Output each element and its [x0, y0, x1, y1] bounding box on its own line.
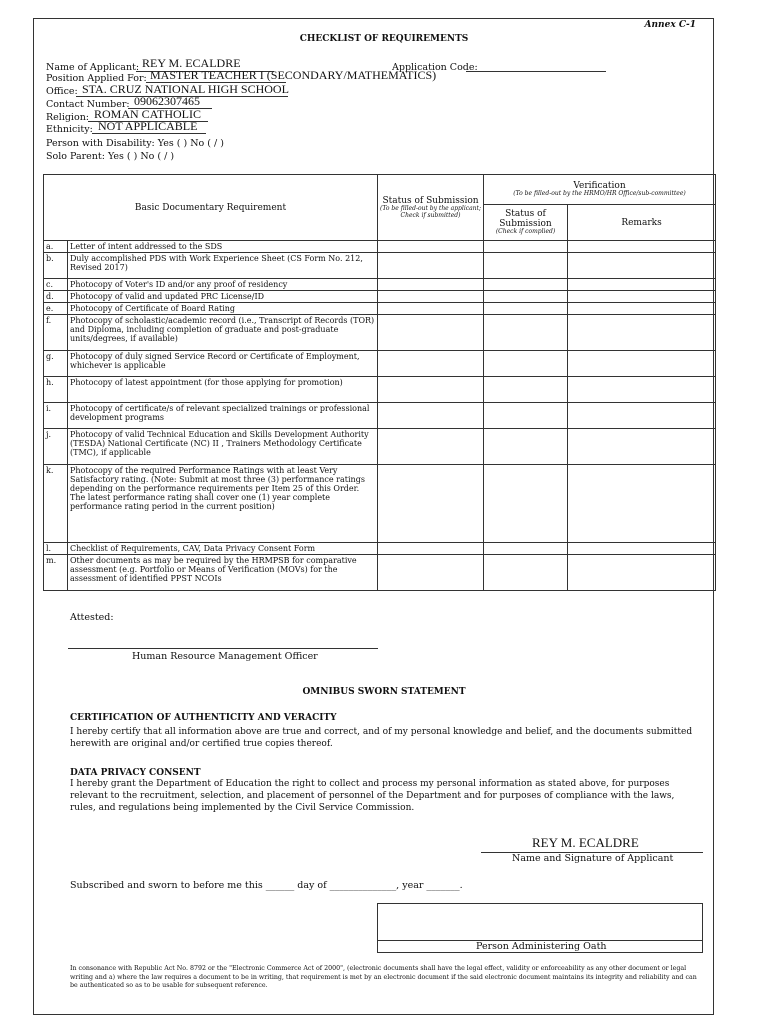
sworn-statement: Subscribed and sworn to before me this ______ day of ______________, year _______.: [70, 880, 463, 891]
attested-label: Attested:: [70, 612, 114, 623]
header-verification-label: Verification: [573, 181, 626, 192]
row-status-cell[interactable]: [378, 555, 484, 591]
row-remarks-cell[interactable]: [568, 403, 716, 429]
row-text: Duly accomplished PDS with Work Experience Sheet (CS Form No. 212, Revised 2017): [68, 253, 378, 279]
row-ver-status-cell[interactable]: [484, 279, 568, 291]
header-verification: [484, 175, 716, 205]
row-remarks-cell[interactable]: [568, 303, 716, 315]
row-text: Photocopy of valid and updated PRC License/ID: [68, 291, 378, 303]
religion-value: ROMAN CATHOLIC: [94, 107, 202, 121]
row-remarks-cell[interactable]: [568, 241, 716, 253]
row-remarks-cell[interactable]: [568, 429, 716, 465]
header-verification-note: (To be filled-out by the HRMO/HR Office/sub-committee): [513, 190, 686, 198]
row-ver-status-cell[interactable]: [484, 253, 568, 279]
row-status-cell[interactable]: [378, 303, 484, 315]
row-ver-status-cell[interactable]: [484, 315, 568, 351]
row-letter: m.: [44, 555, 68, 591]
omnibus-title: OMNIBUS SWORN STATEMENT: [302, 687, 466, 697]
row-status-cell[interactable]: [378, 279, 484, 291]
solo-parent-line: Solo Parent: Yes ( ) No ( / ): [46, 151, 175, 162]
row-letter: a.: [44, 241, 68, 253]
row-letter: k.: [44, 465, 68, 543]
row-letter: l.: [44, 543, 68, 555]
table-row: [44, 253, 716, 279]
row-remarks-cell[interactable]: [568, 377, 716, 403]
oath-label: Person Administering Oath: [476, 941, 607, 952]
row-letter: b.: [44, 253, 68, 279]
table-row: [44, 303, 716, 315]
row-remarks-cell[interactable]: [568, 253, 716, 279]
row-status-cell[interactable]: [378, 351, 484, 377]
row-status-cell[interactable]: [378, 403, 484, 429]
contact-value: 09062307465: [134, 94, 200, 108]
row-text: Other documents as may be required by the HRMPSB for comparative assessment (e.g. Portfolio or Means of Verification (MOVs) for the assessment of identified PPST NCOIs: [68, 555, 378, 591]
header-requirement: Basic Documentary Requirement: [44, 175, 378, 241]
row-letter: c.: [44, 279, 68, 291]
header-ver-status-note: (Check if complied): [495, 228, 556, 236]
row-ver-status-cell[interactable]: [484, 543, 568, 555]
header-status-label: Status of Submission: [382, 195, 479, 206]
row-text: Photocopy of Voter's ID and/or any proof of residency: [68, 279, 378, 291]
row-text: Photocopy of latest appointment (for those applying for promotion): [68, 377, 378, 403]
position-label: Position Applied For:: [46, 73, 147, 84]
row-remarks-cell[interactable]: [568, 543, 716, 555]
row-ver-status-cell[interactable]: [484, 555, 568, 591]
table-row: [44, 279, 716, 291]
table-row: [44, 543, 716, 555]
requirements-table: [43, 174, 716, 591]
row-status-cell[interactable]: [378, 429, 484, 465]
ethnicity-value: NOT APPLICABLE: [98, 119, 198, 133]
row-ver-status-cell[interactable]: [484, 429, 568, 465]
table-row: [44, 555, 716, 591]
certification-title: CERTIFICATION OF AUTHENTICITY AND VERACITY: [70, 713, 337, 723]
pwd-line: Person with Disability: Yes ( ) No ( / ): [46, 138, 224, 149]
row-text: Photocopy of scholastic/academic record (i.e., Transcript of Records (TOR) and Diploma, including completion of graduate and post-graduate units/degrees, if available): [68, 315, 378, 351]
row-text: Checklist of Requirements, CAV, Data Privacy Consent Form: [68, 543, 378, 555]
legal-footnote: In consonance with Republic Act No. 8792 or the "Electronic Commerce Act of 2000", (electronic documents shall have the legal effect, validity or enforceability as any other document or legal writing and a) where the law requires a document to be in writing, that requirement is met by an electronic document if the said electronic document maintains its integrity and reliability and can be authenticated so as to be usable for subsequent reference.: [70, 965, 697, 989]
row-text: Photocopy of valid Technical Education and Skills Development Authority (TESDA) National Certificate (NC) II , Trainers Methodology Certificate (TMC), if applicable: [68, 429, 378, 465]
table-row: [44, 377, 716, 403]
office-value: STA. CRUZ NATIONAL HIGH SCHOOL: [82, 82, 289, 96]
hrmo-label: Human Resource Management Officer: [132, 651, 318, 662]
row-status-cell[interactable]: [378, 315, 484, 351]
row-remarks-cell[interactable]: [568, 555, 716, 591]
row-status-cell[interactable]: [378, 253, 484, 279]
row-status-cell[interactable]: [378, 291, 484, 303]
row-text: Photocopy of the required Performance Ratings with at least Very Satisfactory rating. (Note: Submit at most three (3) performance ratings depending on the performance requirements per Item 25 of this Order. The latest performance rating shall cover one (1) year complete performance rating period in the current position): [68, 465, 378, 543]
header-remarks: Remarks: [568, 205, 716, 241]
row-ver-status-cell[interactable]: [484, 403, 568, 429]
row-status-cell[interactable]: [378, 377, 484, 403]
row-ver-status-cell[interactable]: [484, 377, 568, 403]
header-ver-status: [484, 205, 568, 241]
row-remarks-cell[interactable]: [568, 465, 716, 543]
privacy-text: I hereby grant the Department of Education the right to collect and process my personal information as stated above, for purposes relevant to the recruitment, selection, and placement of personnel of the Department and for purposes of compliance with the laws, rules, and regulations being implemented by the Civil Service Commission.: [70, 779, 675, 814]
table-row: [44, 291, 716, 303]
row-letter: g.: [44, 351, 68, 377]
code-label: Application Code:: [392, 62, 478, 73]
header-ver-status-label: Status of Submission: [499, 209, 552, 230]
table-row: [44, 241, 716, 253]
annex-label: Annex C-1: [644, 20, 696, 30]
table-row: [44, 403, 716, 429]
religion-label: Religion:: [46, 112, 90, 123]
table-row: [44, 315, 716, 351]
header-status-note: (To be filled-out by the applicant; Check if submitted): [380, 204, 481, 219]
ethnicity-label: Ethnicity:: [46, 124, 93, 135]
table-row: [44, 351, 716, 377]
row-text: Photocopy of certificate/s of relevant specialized trainings or professional development programs: [68, 403, 378, 429]
privacy-title: DATA PRIVACY CONSENT: [70, 768, 201, 778]
row-remarks-cell[interactable]: [568, 315, 716, 351]
row-ver-status-cell[interactable]: [484, 241, 568, 253]
row-ver-status-cell[interactable]: [484, 465, 568, 543]
hrmo-signature-line: [68, 648, 378, 649]
row-remarks-cell[interactable]: [568, 291, 716, 303]
certification-text: I hereby certify that all information above are true and correct, and of my personal knowledge and belief, and the documents submitted herewith are original and/or certified true copies thereof.: [70, 727, 693, 750]
row-remarks-cell[interactable]: [568, 279, 716, 291]
row-letter: f.: [44, 315, 68, 351]
row-ver-status-cell[interactable]: [484, 303, 568, 315]
row-letter: d.: [44, 291, 68, 303]
applicant-signature-label: Name and Signature of Applicant: [512, 853, 674, 864]
header-status: [378, 175, 484, 241]
row-text: Letter of intent addressed to the SDS: [68, 241, 378, 253]
row-status-cell[interactable]: [378, 241, 484, 253]
name-label: Name of Applicant:: [46, 62, 140, 73]
office-label: Office:: [46, 86, 78, 97]
contact-label: Contact Number:: [46, 99, 130, 110]
ethnicity-underline: [92, 133, 206, 134]
row-letter: i.: [44, 403, 68, 429]
row-letter: e.: [44, 303, 68, 315]
row-status-cell[interactable]: [378, 543, 484, 555]
applicant-signature-name: REY M. ECALDRE: [532, 835, 639, 850]
row-text: Photocopy of Certificate of Board Rating: [68, 303, 378, 315]
table-row: [44, 465, 716, 543]
page-title: CHECKLIST OF REQUIREMENTS: [299, 34, 469, 44]
position-value: MASTER TEACHER I (SECONDARY/MATHEMATICS): [150, 68, 437, 82]
row-ver-status-cell[interactable]: [484, 291, 568, 303]
row-letter: j.: [44, 429, 68, 465]
name-value: REY M. ECALDRE: [142, 56, 241, 70]
row-status-cell[interactable]: [378, 465, 484, 543]
table-row: [44, 429, 716, 465]
row-remarks-cell[interactable]: [568, 351, 716, 377]
row-ver-status-cell[interactable]: [484, 351, 568, 377]
row-text: Photocopy of duly signed Service Record or Certificate of Employment, whichever is applicable: [68, 351, 378, 377]
row-letter: h.: [44, 377, 68, 403]
code-underline: [466, 71, 606, 72]
